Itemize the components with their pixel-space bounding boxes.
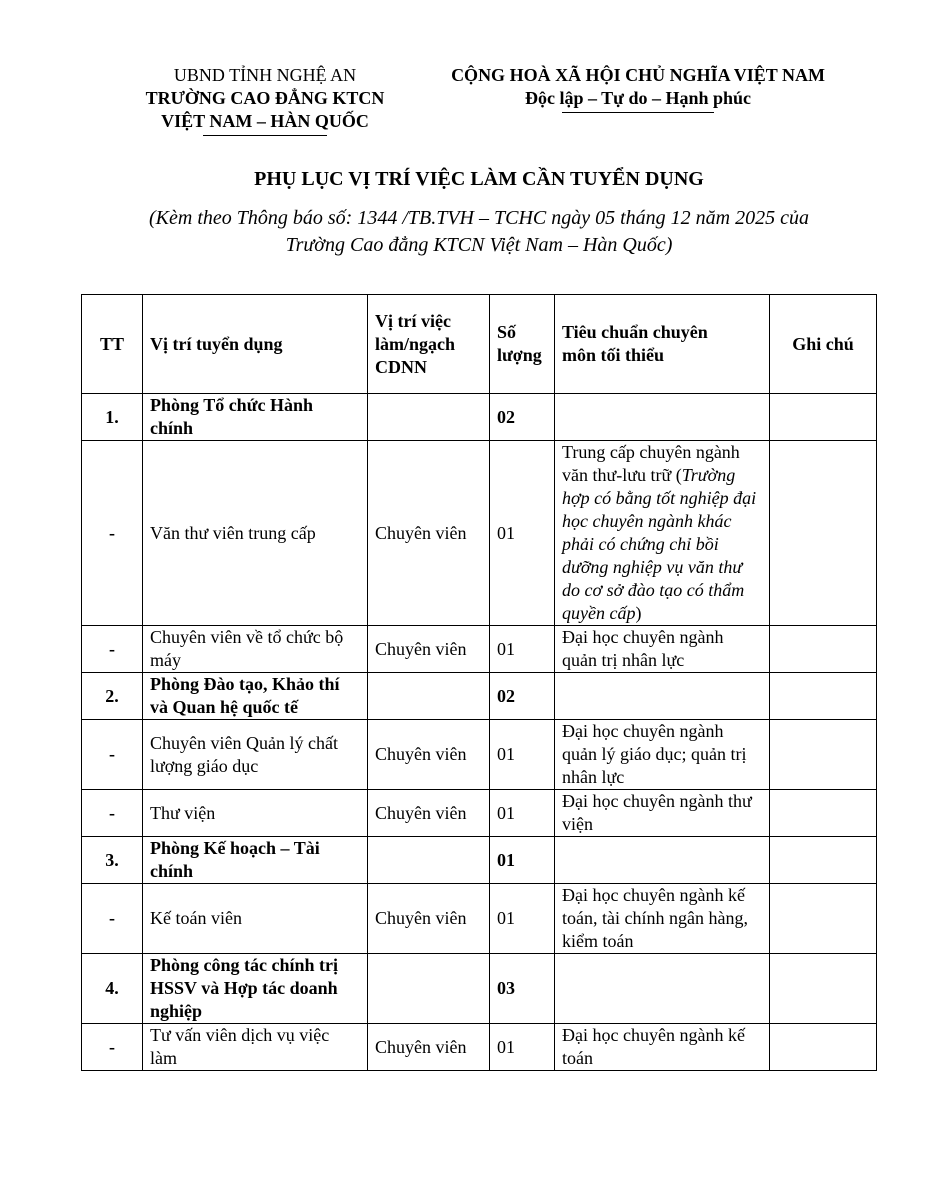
cell-standard (555, 673, 770, 720)
section-row (82, 673, 877, 720)
cell-rank (368, 954, 490, 1024)
header-rank-line2: làm/ngạch (375, 333, 456, 354)
cell-section-name: Phòng Tổ chức Hành chính (143, 394, 368, 441)
standard-text: Trung cấp chuyên ngành văn thư-lưu trữ ( (562, 442, 740, 485)
header-rank (368, 295, 490, 394)
cell-position: Tư vấn viên dịch vụ việc làm (143, 1024, 368, 1071)
cell-quantity: 01 (490, 626, 555, 673)
cell-standard: Đại học chuyên ngành thư viện (555, 790, 770, 837)
cell-rank: Chuyên viên (368, 1024, 490, 1071)
cell-rank (368, 394, 490, 441)
cell-tt: - (82, 1024, 143, 1071)
cell-rank: Chuyên viên (368, 626, 490, 673)
header-quantity-line1: Số (497, 322, 517, 342)
cell-tt: - (82, 884, 143, 954)
cell-tt: - (82, 790, 143, 837)
cell-note (770, 394, 877, 441)
subtitle-line2: Trường Cao đẳng KTCN Việt Nam – Hàn Quốc) (285, 234, 673, 256)
cell-note (770, 720, 877, 790)
header-note: Ghi chú (770, 295, 877, 394)
cell-tt: 1. (82, 394, 143, 441)
cell-rank (368, 673, 490, 720)
cell-rank (368, 837, 490, 884)
cell-note (770, 626, 877, 673)
section-row (82, 837, 877, 884)
cell-quantity: 02 (490, 673, 555, 720)
cell-standard: Đại học chuyên ngành quản trị nhân lực (555, 626, 770, 673)
cell-position: Chuyên viên về tổ chức bộ máy (143, 626, 368, 673)
standard-note-italic: Trường hợp có bằng tốt nghiệp đại học chuyên ngành khác phải có chứng chỉ bồi dưỡng nghiệp vụ văn thư do cơ sở đào tạo có thẩm quyền cấp (562, 465, 757, 623)
header-rank-line3: CDNN (375, 356, 427, 377)
table-row (82, 626, 877, 673)
cell-position: Thư viện (143, 790, 368, 837)
cell-rank: Chuyên viên (368, 884, 490, 954)
cell-quantity: 02 (490, 394, 555, 441)
cell-tt: 2. (82, 673, 143, 720)
issuer-province: UBND TỈNH NGHỆ AN (173, 65, 357, 85)
cell-rank: Chuyên viên (368, 441, 490, 626)
cell-standard: Đại học chuyên ngành kế toán (555, 1024, 770, 1071)
cell-tt: - (82, 720, 143, 790)
cell-standard (555, 954, 770, 1024)
cell-note (770, 790, 877, 837)
cell-note (770, 954, 877, 1024)
cell-position: Văn thư viên trung cấp (143, 441, 368, 626)
country-name: CỘNG HOÀ XÃ HỘI CHỦ NGHĨA VIỆT NAM (451, 65, 825, 85)
header-tt: TT (82, 295, 143, 394)
cell-section-name: Phòng Đào tạo, Khảo thí và Quan hệ quốc tế (143, 673, 368, 720)
cell-tt: - (82, 626, 143, 673)
cell-standard (555, 394, 770, 441)
cell-standard (555, 441, 770, 626)
cell-note (770, 884, 877, 954)
issuer-school: TRƯỜNG CAO ĐẲNG KTCN (145, 88, 385, 108)
cell-rank: Chuyên viên (368, 790, 490, 837)
cell-standard (555, 837, 770, 884)
national-motto-block (423, 64, 853, 113)
cell-note (770, 837, 877, 884)
cell-quantity: 01 (490, 720, 555, 790)
header-standard-line2: môn tối thiểu (562, 345, 665, 365)
cell-quantity: 03 (490, 954, 555, 1024)
cell-section-name: Phòng công tác chính trị HSSV và Hợp tác doanh nghiệp (143, 954, 368, 1024)
cell-position: Kế toán viên (143, 884, 368, 954)
table-row (82, 441, 877, 626)
cell-tt: 4. (82, 954, 143, 1024)
table-row (82, 884, 877, 954)
cell-standard: Đại học chuyên ngành quản lý giáo dục; quản trị nhân lực (555, 720, 770, 790)
cell-tt: 3. (82, 837, 143, 884)
cell-quantity: 01 (490, 837, 555, 884)
recruitment-table (81, 294, 877, 1071)
motto: Độc lập – Tự do – Hạnh phúc (524, 88, 752, 108)
cell-note (770, 441, 877, 626)
issuer-school-line2: VIỆT NAM – HÀN QUỐC (161, 111, 369, 131)
table-header-row (82, 295, 877, 394)
cell-tt: - (82, 441, 143, 626)
cell-quantity: 01 (490, 790, 555, 837)
cell-position: Chuyên viên Quản lý chất lượng giáo dục (143, 720, 368, 790)
table-row (82, 790, 877, 837)
standard-close: ) (635, 603, 642, 623)
subtitle-line1: (Kèm theo Thông báo số: 1344 /TB.TVH – TCHC ngày 05 tháng 12 năm 2025 của (149, 207, 809, 229)
cell-quantity: 01 (490, 1024, 555, 1071)
issuer-underline (203, 135, 327, 136)
header-standard-line1: Tiêu chuẩn chuyên (562, 322, 708, 342)
cell-quantity: 01 (490, 884, 555, 954)
table-row (82, 1024, 877, 1071)
document-subtitle (100, 205, 858, 259)
document-title: PHỤ LỤC VỊ TRÍ VIỆC LÀM CẦN TUYỂN DỤNG (254, 168, 704, 190)
cell-section-name: Phòng Kế hoạch – Tài chính (143, 837, 368, 884)
cell-standard: Đại học chuyên ngành kế toán, tài chính ngân hàng, kiểm toán (555, 884, 770, 954)
header-quantity-line2: lượng (497, 345, 542, 365)
cell-note (770, 673, 877, 720)
section-row (82, 394, 877, 441)
cell-note (770, 1024, 877, 1071)
motto-underline (562, 112, 714, 113)
cell-quantity: 01 (490, 441, 555, 626)
section-row (82, 954, 877, 1024)
table-row (82, 720, 877, 790)
header-standard (555, 295, 770, 394)
header-rank-line1: Vị trí việc (375, 310, 451, 331)
header-quantity (490, 295, 555, 394)
issuer-block (110, 64, 420, 136)
cell-rank: Chuyên viên (368, 720, 490, 790)
header-position: Vị trí tuyển dụng (143, 295, 368, 394)
